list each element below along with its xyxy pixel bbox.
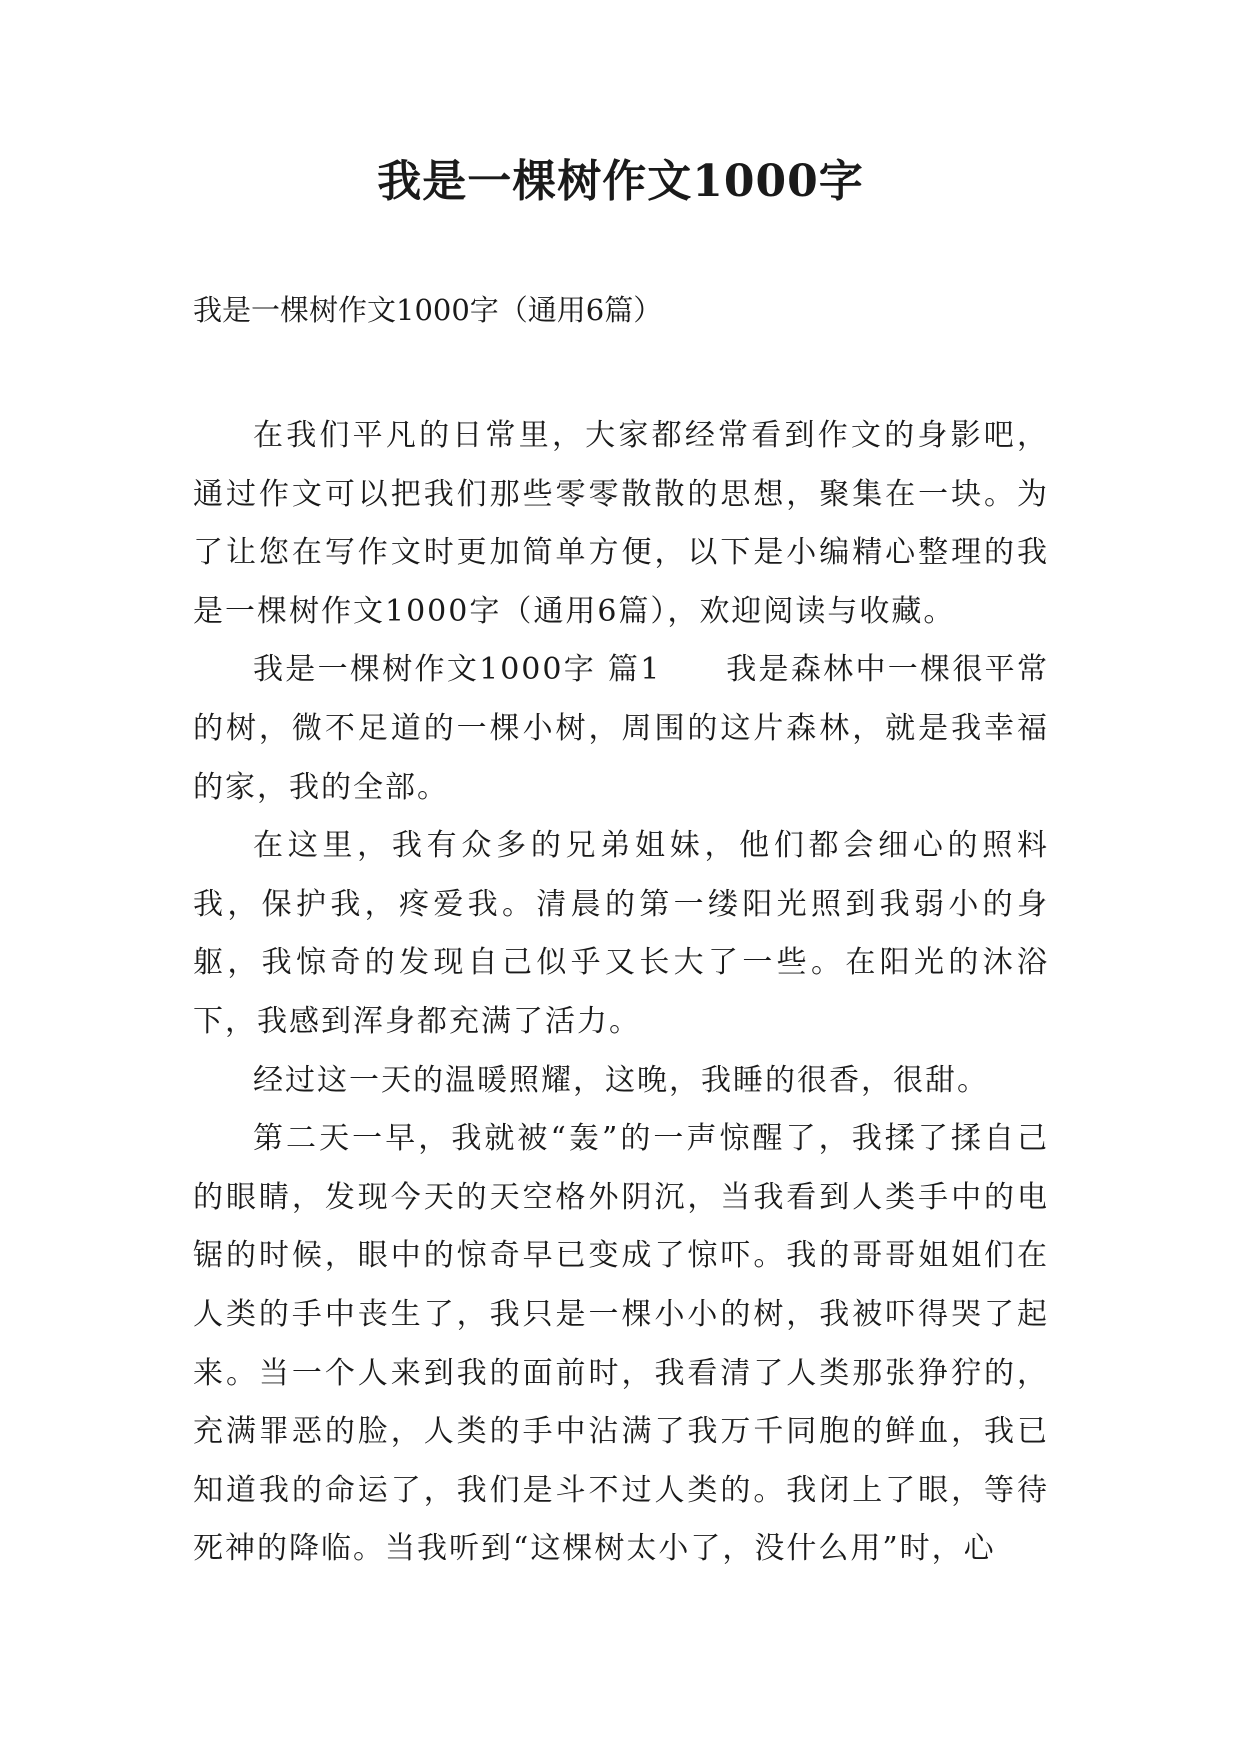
document-body [193, 407, 1049, 1579]
document-subtitle: 我是一棵树作文1000字（通用6篇） [193, 293, 663, 327]
paragraph-warm-night: 经过这一天的温暖照耀，这晚，我睡的很香，很甜。 [253, 1062, 989, 1098]
paragraph-chainsaw-morning: 第二天一早，我就被“轰”的一声惊醒了，我揉了揉自己的眼睛，发现今天的天空格外阴沉，当我看到人类手中的电锯的时候，眼中的惊奇早已变成了惊吓。我的哥哥姐姐们在人类的手中丧生了，我只是一棵小小的树，我被吓得哭了起来。当一个人来到我的面前时，我看清了人类那张狰狞的，充满罪恶的脸，人类的手中沾满了我万千同胞的鲜血，我已知道我的命运了，我们是斗不过人类的。我闭上了眼，等待死神的降临。当我听到“这棵树太小了，没什么用”时，心 [193, 1121, 1049, 1567]
paragraph-essay-1-opening: 我是一棵树作文1000字 篇1 我是森林中一棵很平常的树，微不足道的一棵小树，周围的这片森林，就是我幸福的家，我的全部。 [193, 652, 1049, 805]
paragraph-intro: 在我们平凡的日常里，大家都经常看到作文的身影吧，通过作文可以把我们那些零零散散的思想，聚集在一块。为了让您在写作文时更加简单方便，以下是小编精心整理的我是一棵树作文1000字（通用6篇），欢迎阅读与收藏。 [193, 418, 1049, 629]
document-title: 我是一棵树作文1000字 [377, 156, 864, 207]
paragraph-forest-family: 在这里，我有众多的兄弟姐妹，他们都会细心的照料我，保护我，疼爱我。清晨的第一缕阳光照到我弱小的身躯，我惊奇的发现自己似乎又长大了一些。在阳光的沐浴下，我感到浑身都充满了活力。 [193, 828, 1049, 1039]
